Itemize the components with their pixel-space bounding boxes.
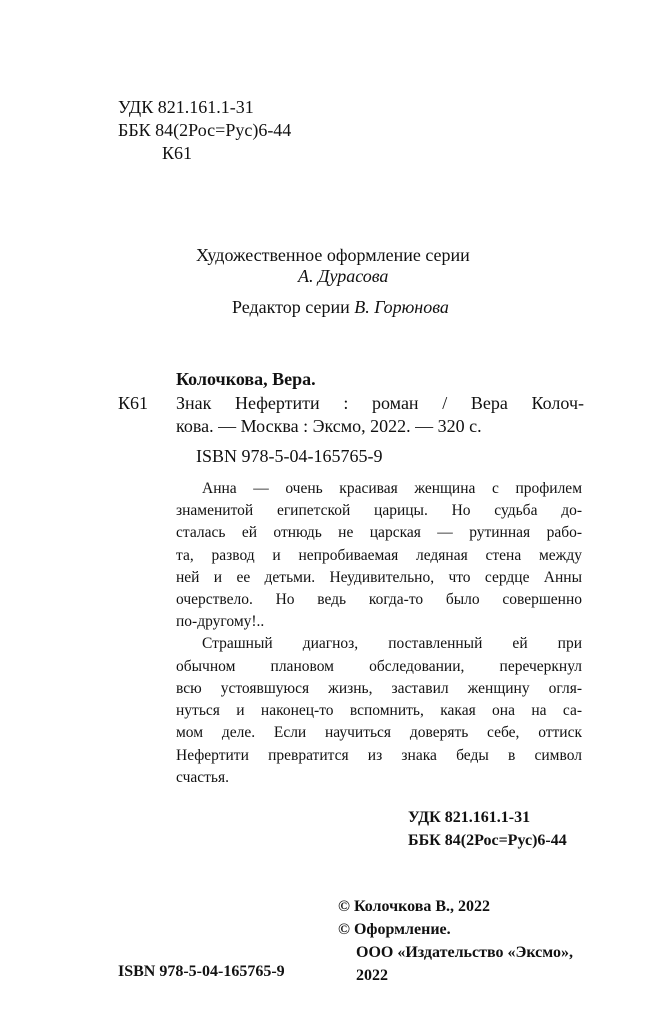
- udk-top: УДК 821.161.1-31: [118, 97, 254, 117]
- annotation-line: Нефертити превратится из знака беды в символ: [176, 747, 582, 764]
- annotation-line: та, развод и непробиваемая ледяная стена между: [176, 547, 582, 564]
- copyright-publisher: ООО «Издательство «Эксмо»,: [356, 944, 573, 961]
- annotation-line: очерствело. Но ведь когда-то было совершенно: [176, 591, 582, 608]
- annotation-line: мом деле. Если научиться доверять себе, оттиск: [176, 724, 582, 741]
- bbk-bottom: ББК 84(2Рос=Рус)6-44: [408, 832, 567, 849]
- annotation-line: ней и ее детьми. Неудивительно, что сердце Анны: [176, 569, 582, 586]
- annotation-line: по-другому!..: [176, 613, 265, 630]
- bbk-top: ББК 84(2Рос=Рус)6-44: [118, 120, 292, 140]
- author-sign-top: К61: [162, 143, 193, 163]
- annotation-line: обычном плановом обследовании, перечеркнул: [176, 658, 582, 675]
- annotation-line: нуться и наконец-то вспомнить, какая она на са-: [176, 702, 582, 719]
- design-credit-person: А. Дурасова: [298, 266, 389, 286]
- catalog-title-line-1: Знак Нефертити : роман / Вера Колоч-: [176, 393, 584, 413]
- catalog-isbn: ISBN 978-5-04-165765-9: [196, 446, 383, 466]
- isbn-bottom: ISBN 978-5-04-165765-9: [118, 963, 285, 980]
- annotation-line: всю устоявшуюся жизнь, заставил женщину огля-: [176, 680, 582, 697]
- annotation-line: Страшный диагноз, поставленный ей при: [202, 635, 582, 652]
- editor-credit-person: В. Горюнова: [354, 297, 449, 317]
- annotation-line: знаменитой египетской царицы. Но судьба до-: [176, 502, 582, 519]
- editor-credit: [232, 296, 449, 318]
- catalog-sign: К61: [118, 393, 149, 413]
- copyright-author: © Колочкова В., 2022: [338, 898, 491, 915]
- catalog-title-line-2: кова. — Москва : Эксмо, 2022. — 320 с.: [176, 416, 482, 436]
- udk-bottom: УДК 821.161.1-31: [408, 809, 531, 826]
- annotation-line: сталась ей отнюдь не царская — рутинная рабо-: [176, 524, 582, 541]
- copyright-year: 2022: [356, 967, 388, 984]
- annotation-line: Анна — очень красивая женщина с профилем: [202, 480, 582, 497]
- copyright-design: © Оформление.: [338, 921, 451, 938]
- design-credit-label: Художественное оформление серии: [196, 245, 470, 265]
- author-heading: Колочкова, Вера.: [176, 369, 316, 389]
- editor-credit-label: Редактор серии: [232, 297, 350, 317]
- annotation-line: счастья.: [176, 769, 229, 786]
